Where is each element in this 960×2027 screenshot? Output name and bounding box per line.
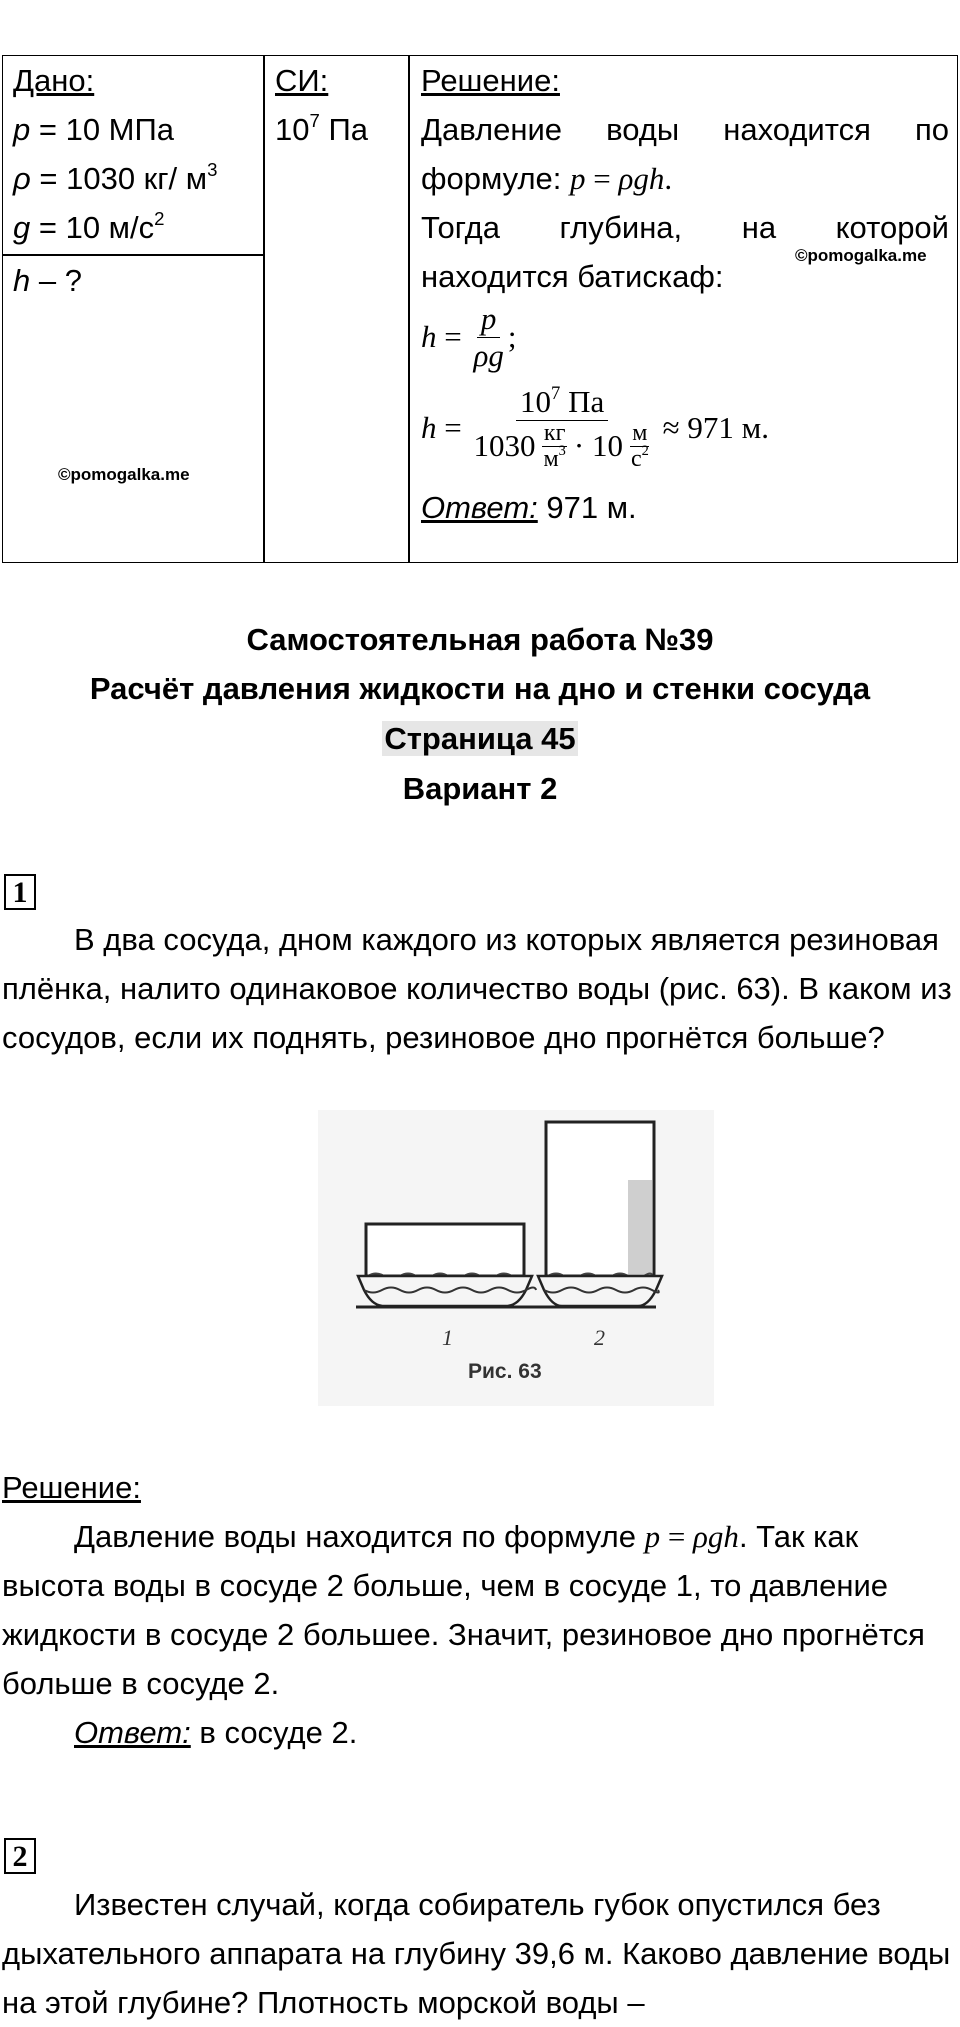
given-heading: Дано: xyxy=(13,63,95,98)
task1-solution-text: Давление воды находится по формуле p = ρgh. Так как высота воды в сосуде 2 больше, чем в сосуде 1, то давление жидкости в сосуде 2 большее. Значит, резиновое дно прогнётся больше в сосуде 2. xyxy=(2,1519,925,1701)
task1-solution-heading: Решение: xyxy=(2,1470,141,1505)
vessels-illustration xyxy=(318,1110,714,1406)
work-title: Самостоятельная работа №39 xyxy=(246,622,714,657)
solution-text-line: формуле: p = ρgh. xyxy=(421,161,673,196)
solution-table xyxy=(2,55,958,563)
si-value: $10^7$ Па xyxy=(275,109,368,147)
figure-label: 1 xyxy=(442,1325,453,1350)
si-cell xyxy=(275,56,368,154)
given-gravity: g = 10 $м/с^2$ xyxy=(13,207,165,245)
answer-line: Ответ: 971 м. xyxy=(421,490,637,525)
figure-label: 2 xyxy=(594,1325,605,1350)
formula-calc: h = $10^7$ Па 1030 $\frac{кг}{м^3}$ · 10 $\frac{м}{с^2}$ ≈ 971 м. xyxy=(421,382,769,472)
watermark: ©pomogalka.me xyxy=(58,465,190,484)
solution-text-line: находится батискаф: xyxy=(421,259,724,294)
task-number: 2 xyxy=(4,1838,36,1874)
find-cell xyxy=(13,256,82,305)
task1-question: В два сосуда, дном каждого из которых является резиновая плёнка, налито одинаковое количество воды (рис. 63). В каком из сосудов, если их поднять, резиновое дно прогнётся больше? xyxy=(2,922,952,1055)
task2-question: Известен случай, когда собиратель губок опустился без дыхательного аппарата на глубину 39,6 м. Каково давление воды на этой глубине? Плотность морской воды – xyxy=(2,1887,951,2020)
solution-cell xyxy=(421,56,949,532)
find-value: h – ? xyxy=(13,263,82,298)
given-density: ρ = 1030 кг/ $м^3$ xyxy=(13,158,218,196)
given-cell xyxy=(13,56,258,252)
task-number: 1 xyxy=(4,874,36,910)
solution-text-line: Давление воды находится по xyxy=(421,112,949,147)
given-pressure: p = 10 МПа xyxy=(13,112,175,147)
solution-text-line: Тогда глубина, на которой xyxy=(421,210,949,245)
table-divider xyxy=(263,56,265,562)
page-number: Страница 45 xyxy=(384,721,576,756)
figure-caption: Рис. 63 xyxy=(468,1360,542,1383)
figure-vessels xyxy=(318,1110,714,1406)
si-heading: СИ: xyxy=(275,63,329,98)
formula-h: h = $\frac{p}{\rho g}$ ; xyxy=(421,300,517,373)
variant: Вариант 2 xyxy=(402,771,558,806)
task1-answer: Ответ: в сосуде 2. xyxy=(74,1715,358,1750)
task1-solution xyxy=(2,1463,956,1757)
watermark: ©pomogalka.me xyxy=(795,246,927,265)
solution-heading: Решение: xyxy=(421,63,560,98)
work-topic: Расчёт давления жидкости на дно и стенки сосуда xyxy=(89,671,871,706)
table-divider xyxy=(408,56,410,562)
